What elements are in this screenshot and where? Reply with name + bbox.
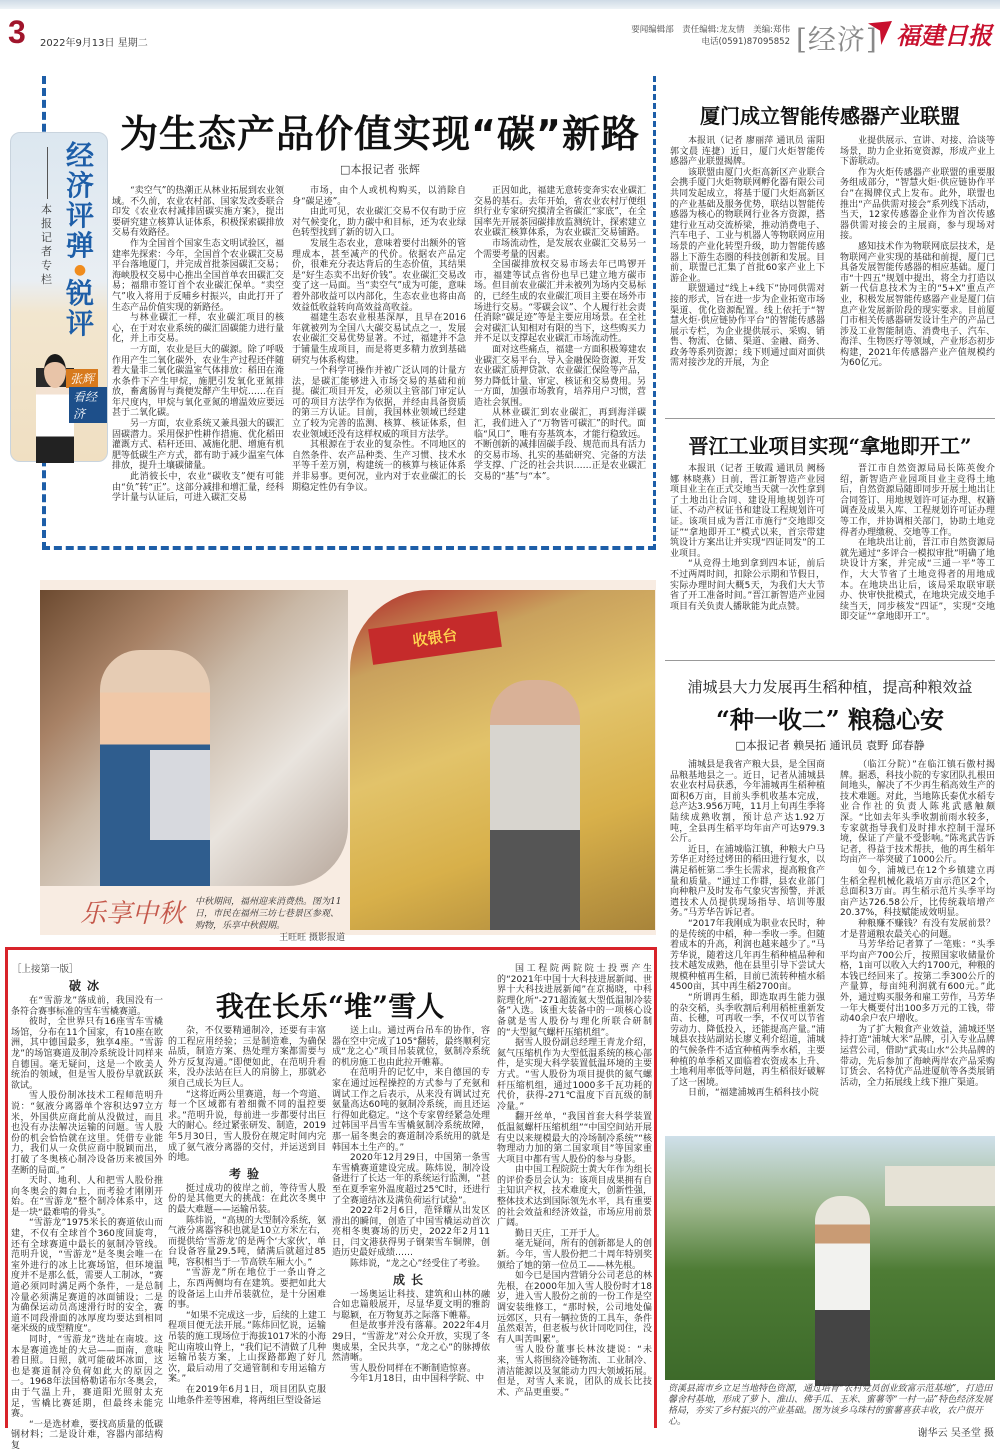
- paragraph: 日前，“福建浦城再生稻科技小院: [688, 1088, 819, 1099]
- paragraph: 市场流动性，是发展农业碳汇交易另一个需要考量的因素。: [474, 238, 646, 260]
- article-column: [840, 136, 995, 412]
- paragraph: “一是选材难，要找高质量的低碳钢材料；二是设计难，容器内部结构复: [11, 1419, 163, 1451]
- paragraph: 在范明升的记忆中，来自德国的专家在通过远程操控的方式参与了充氨和调试工作之后表示，从来没有调试过充氨量高达60吨的氨制冷系统，而且还运行得如此稳定。“这个专家曾经紧急处理过韩国平昌雪车雪橇氨制冷系统故障，那一届冬奥会的赛道制冷系统用的就是韩国本土生产的。”: [332, 1068, 490, 1153]
- paragraph: 作为全国首个国家生态文明试验区，福建率先探索：今年，全国首个农业碳汇交易平台落地厦门，并完成首批茶园碳汇交易；海峡股权交易中心推出全国首单农田碳汇交易；福鼎市签订首个农业碳汇保单。“卖空气”收入将用于反哺乡村振兴，由此打开了生态产品价值实现的新路径。: [112, 238, 284, 313]
- paragraph: 业提供展示、宣讲、对接、洽谈等场景，助力企业拓宽资源，形成产业上下游联动。: [840, 136, 995, 168]
- paragraphs: [332, 1026, 490, 1270]
- paragraph: 雪人股份董事长林汝捷说：“未来，雪人将围绕冷链物流、工业制冷、清洁能源以及氢能动力四大领域拓展。但是，对雪人来说，团队的成长比技术、产品更重要。”: [497, 1345, 652, 1398]
- paragraph: “卖空气”的热潮正从林业拓展到农业领域。不久前，农业农村部、国家发改委联合印发《农业农村减排固碳实施方案》，提出要研究建立核算认证体系，积极探索碳排放交易有效路径。: [112, 186, 284, 239]
- banner-title: [63, 141, 97, 339]
- phone-line: 电话(0591)87095852: [701, 37, 790, 47]
- paragraph: 陈炜说，“龙之心”经受住了考验。: [350, 1259, 486, 1270]
- paragraph: 一场奥运让科技、建筑和山林的融合如忠篇般展开，尽显华夏文明的雅韵与聪颖，在万物复苏之际落下帷幕。: [332, 1289, 490, 1321]
- columnist-tag: 看经济: [69, 387, 107, 423]
- paragraph: 从林业碳汇到农业碳汇，再到海洋碳汇，我们进入了“万物皆可碳汇”的时代。面临“风口”，唯有夯基筑本，才能行稳致远。不断创新的减排固碳手段、规范而具有活力的交易市场、扎实的基础研究、完备的方法学支撑、广泛的社会共识……正是农业碳汇交易的“基”与“本”。: [474, 408, 646, 483]
- photo-credit: 谢华云 吴圣堂 摄: [917, 1428, 994, 1439]
- paragraph: 杂，不仅要精通制冷，还要有丰富的工程应用经验；三是制造难，为确保品质，制造方案、热处理方案都需要与外方反复沟通。”即便如此，在范明升看来，没办法站在巨人的肩膀上，那就必须自己成长为巨人。: [168, 1026, 326, 1089]
- banner-rule: [47, 147, 48, 199]
- paragraph: 挺过成功的彼岸之前，等待雪人股份的是其他更大的挑战：在此次冬奥中的最大难题——运输吊装。: [168, 1183, 326, 1215]
- paragraph: 由此可见，农业碳汇交易不仅有助于应对气候变化，助力碳中和目标，还为农业绿色转型找到了新的切入口。: [292, 207, 466, 239]
- feature-title: 乐享中秋: [80, 899, 185, 929]
- paragraph: 其根源在于农业的复杂性。不同地区的自然条件、农产品种类、生产习惯、技术水平等千差万别，构建统一的核算与核证体系并非易事。更何况，业内对于农业碳汇的长期稳定性仍有争议。: [292, 440, 466, 493]
- shopping-photo-2: [350, 590, 655, 930]
- subhead-kaoyan: 考验: [228, 1166, 265, 1181]
- article-column: [11, 976, 163, 1451]
- paragraph: （临江分院）”在临江镇石傲村揭牌。据悉，科技小院的专家团队扎根田间地头，解决了不少再生稻高效生产的技术难题。对此，当地陈氏泰优水稻专业合作社的负责人陈兆武感触颇深。“比如去年头季收割前雨水较多，专家就指导我们及时排水控制干湿环境，保证了产量不受影响。”陈兆武告诉记者，得益于技术帮扶，他的再生稻年均亩产一举突破了1000公斤。: [840, 760, 995, 866]
- page-number: 3: [8, 14, 26, 50]
- article-column: [332, 1026, 490, 1428]
- kicker-pucheng: 浦城县大力发展再生稻种植，提高种粮效益: [687, 678, 973, 696]
- paragraph: 种粮赚不赚钱？有没有发展前景？才是普通粮农最关心的问题。: [840, 918, 995, 940]
- column-banner: [10, 132, 108, 462]
- paragraph: “2017年我刚成为职业农民时，种的是传统的中稻，种一季收一季。但随着成本的升高，利润也越来越少了。”马芳华说，随着这几年再生稻种植品种和技术越发成熟，他在县里引导下尝试大规模种植再生稻，目前已流转种植水稻4500亩，其中再生稻2700亩。: [670, 918, 825, 993]
- paragraph: “雪游龙”1975米长的赛道依山而建，不仅有全球首个360度回旋弯，还有全球赛道中最长的氨制冷管线。范明升说，“雪游龙”是冬奥会唯一在室外进行的冰上比赛场馆，但环境温度并不是那么低，需要人工制冰，“赛道必须同时满足两个条件，一是总制冷量必须满足赛道的冰面铺设；二是为确保运动员高速滑行时的安全，赛道不同段滑面的冰厚度均要达到相同毫米级的成型精度”。: [11, 1218, 163, 1335]
- photo-credit: 王旺旺 摄影报道: [279, 933, 345, 943]
- paragraph: 此消彼长中，农业“碳收支”便有可能由“负”转“正”。这部分减排和增汇量，经科学计量与认证后，可进入碳汇交易: [112, 472, 284, 504]
- paragraph: 勤日天庄，工开于人。: [515, 1228, 606, 1239]
- article-column: [168, 1026, 326, 1428]
- divider: [665, 660, 995, 661]
- paragraph: “如果不完成这一步，后续的上建工程项目便无法开展。”陈炜回忆说，运输吊装的施工现场位于海拔1017米的小海陀山南坡山脊上，“我们记不清做了几种运输吊装方案，上山探路都跑了好几次，最后动用了交通管制和专用运输方案。”: [168, 1310, 326, 1385]
- paragraph: 雪人股份同样在不断制造惊喜。: [350, 1363, 477, 1374]
- banner-subtitle: 本报记者专栏: [41, 203, 52, 286]
- editors-line: 要闻编辑部 责任编辑:龙友情 美编:郑伟: [631, 25, 790, 35]
- paragraph: 彼时，全世界只有16座雪车雪橇场馆，分布在11个国家，有10座在欧洲，其中德国最多，独享4座。“雪游龙”的场馆赛道及制冷系统设计同样来自德国。毫无疑问，这是一个欧美人统治的领域，但是雪人股份早就跃跃欲试。: [11, 1017, 163, 1091]
- divider: [665, 418, 995, 419]
- shopper-figure: [490, 680, 580, 930]
- paragraph: 雪人股份制冰技术工程师范明升说：“氨液分离器单个容积达97立方米，外国供应商此前从没做过，而且也没有办法解决运输的问题。雪人股份的机会恰恰就在这里。凭借专业能力，我们从一众供应商中脱颖而出，打破了冬奥核心制冷设备历来被国外垄断的局面。”: [11, 1091, 163, 1176]
- paragraph: 据雪人股份副总经理王青龙介绍，氦气压缩机作为大型低温系统的核心部件，是实现大科学装置低温环境的主要方式。“雪人股份为项目提供的氦气螺杆压缩机组，通过1000多千瓦功耗的代价，获得-271℃温度下百瓦级的制冷量。”: [497, 1038, 652, 1112]
- paragraph: 同时，“雪游龙”选址在南坡。这本是赛道选址的大忌——面南，意味着日照。日照，就可能破坏冰面，这也是赛道制冷负荷如此大的原因之一。1968年法国格勒诺布尔冬奥会，由于气温上升，赛道阳光照射太充足，雪橇比赛延期，但最终未能完赛。: [11, 1335, 163, 1420]
- paragraph: 今年1月18日，由中国科学院、中: [350, 1374, 485, 1385]
- paragraphs: [168, 1026, 326, 1164]
- house-shape: [885, 1166, 995, 1206]
- paragraph: 国工程院两院院士投票产生的“2021年中国十大科技进展新闻、世界十大科技进展新闻”在京揭晓，中科院理化所“-271超流氦大型低温制冷装备”入选。该重大装备中的一项核心设备就是雪人股份与理化所联合研制的“大型氦气螺杆压缩机组”。: [497, 964, 652, 1038]
- paragraph: 一个科学可操作并被广泛认同的计量方法，是碳汇能够进入市场交易的基础和前提。碳汇项目开发，必须以主管部门审定认可的项目方法学作为依据，并经由具备资质的第三方认证。目前，我国林业领域已经建立了较为完善的监测、核算、核证体系，但农业领域还没有这样权威的项目方法学。: [292, 366, 466, 440]
- paragraph: 2022年2月6日，范铎耀从出发区滑出的瞬间，创造了中国雪橇运动首次亮相冬奥赛场的历史，2022年2月11日，闫文港获得男子钢架雪车铜牌，创造历史最好成绩……: [332, 1206, 490, 1259]
- newspaper-logo: [868, 16, 993, 50]
- paragraph: 由中国工程院院士黄大年作为组长的评价委员会认为：该项目成果拥有自主知识产权，技术难度大，创新性强，整体技术达到国际领先水平，具有重要的社会效益和经济效益，市场应用前景广阔。: [497, 1165, 652, 1229]
- top-band: [0, 0, 1000, 9]
- article-column: [497, 964, 652, 1428]
- paragraph: 全国碳排放权交易市场去年已鸣锣开市，福建等试点省份也早已建立地方碳市场。但目前农业碳汇并未被列为场内交易标的，已经生成的农业碳汇项目主要在场外市场进行交易。“零碳会议”、个人履行社会责任消除“碳足迹”等是主要应用场景。在全社会对碳汇认知相对有限的当下，这些购买力并不足以支撑起农业碳汇市场流动性。: [474, 260, 646, 345]
- paragraph: 另一方面，农业系统又兼具强大的碳汇固碳潜力。采用保护性耕作措施、优化稻田灌溉方式、秸秆还田、减施化肥、增施有机肥等低碳生产方式，都有助于减少温室气体排放，提升土壤碳储量。: [112, 419, 284, 472]
- paragraph: 翻开丝单，“我国首套大科学装置低温氦螺杆压缩机组”“中国空间站开展有史以来规模最大的冷场制冷系统”“核物理动力加的第二国家项目”等国家重大项目中都有雪人股份的参与身影。: [497, 1112, 652, 1165]
- paragraph: 本报讯（记者 廖丽萍 通讯员 雷阳 郭文晨 连捷）近日，厦门火炬智能传感器产业联盟揭牌。: [670, 136, 825, 168]
- subhead-chengzhang: 成长: [392, 1272, 429, 1287]
- paragraph: 2020年12月29日，中国第一条雪车雪橇赛道建设完成。陈炜说，制冷设备进行了长达一年的系统运行监测，“甚至在夏季室外温度超过25℃时，还进行了全赛道结冰及满负荷运行试验”。: [332, 1153, 490, 1206]
- issue-date: 2022年9月13日 星期二: [40, 38, 148, 49]
- paragraph: 福建生态农业根基深厚，且早在2016年就被列为全国八大碳交易试点之一，发展农业碳汇交易优势显著。不过，福建并不急于铺量生成项目，而是将更多精力放到基础研究与体系构建。: [292, 313, 466, 366]
- paragraph: 为了扩大粮食产业效益，浦城还坚持打造“浦城大米”品牌，引入专业品牌运营公司，借助“武夷山水”公共品牌的带动，先后参加了海峡两岸农产品采购订货会、名特优产品进厦航等各类展销活动，全力拓展线上线下推广渠道。: [840, 1024, 995, 1088]
- paragraph: 在2019年6月1日，项目团队克服山地条件差等困难，将两组巨型设备运: [168, 1385, 326, 1406]
- paragraph: 本报讯（记者 王敏霞 通讯员 阙杨娜 林晓燕）日前，晋江新智造产业园项目业主在正式交地当天就一次性拿到了土地出让合同、建设用地规划许可证、不动产权证书和建设工程规划许可证。该项目成为晋江市施行“交地即交证”“拿地即开工”模式以来，首宗带建筑设计方案出让并实现“四证同发”的工业项目。: [670, 464, 825, 559]
- paragraph: 感知技术作为物联网底层技术，是物联网产业实现的基础和前提，厦门已具备发展智能传感器的相应基础。厦门市“十四五”规划中提出，将全力打造以新一代信息技术为主的“5+X”重点产业，积极发展智能传感器产业是厦门信息产业发展新阶段的现实要求。目前厦门市相关传感器研发设计生产的产品已涉及工业智能制造、消费电子、汽车、海洋、生物医疗等领域，产业形态初步构建，2021年传感器产业产值规模约为60亿元。: [840, 241, 995, 369]
- paragraph: 正因如此，福建无意转变奔实农业碳汇交易的基石。去年开始，省农业农村厅便组织行业专家研究摸清全省碳汇“家底”，在全国率先开展茶园碳排放监测统计，探索建立农业碳汇核算体系，为农业碳汇交易铺路。: [474, 186, 646, 239]
- shop-sign: 收银台: [368, 611, 502, 665]
- paragraph: 一方面，农业是巨大的碳源。除了呼吸作用产生二氧化碳外，农业生产过程还伴随着大量非二氧化碳温室气体排放：稻田在淹水条件下产生甲烷，施肥引发氧化亚氮排放，畜禽肠胃与粪便发酵产生甲烷……在百年尺度内，甲烷与氧化亚氮的增温效应要远甚于二氧化碳。: [112, 344, 284, 419]
- paragraph: 毫无疑问，所有的创新都是人的创新。今年，雪人股份把二十周年特别奖颁给了她的第一位员工——林先根。: [497, 1239, 652, 1271]
- paragraphs: [168, 1184, 326, 1406]
- article-column: [670, 464, 825, 654]
- headline-pucheng: “种一收二” 粮稳心安: [716, 705, 944, 734]
- paragraph: 天时、地利、人和把雪人股份推向冬奥会的舞台上，而考验才刚刚开始。在“雪游龙”整个制冷体系中，这是一块“最难啃的骨头”。: [11, 1176, 163, 1218]
- harvest-photo: [665, 1136, 995, 1380]
- article-column: [474, 186, 646, 544]
- banner-dot: ●: [73, 262, 87, 278]
- paragraph: “这将近两公里赛道，每一个弯道、每一个区域都有着细微不同的温控要求。”范明升说，每前进一步都要付出巨大的耐心。经过紧张研发、制造，2019年5月30日，雪人股份在规定时间内完成了氨气液分离器的交付，并运送到目的地。: [168, 1089, 326, 1164]
- caption-text: 资溪县嵩市乡立足当地特色资源，通过培育“农村党员创业致富示范基地”，打造田馨舍村基地，形成了萝卜、淮山、佛手瓜、玉米、蜜薯等“一村一品”特色经济发展格局，夯实了乡村振兴的产业基础。图为该乡乌珠村的蜜薯喜获丰收，农户很开心。: [668, 1384, 993, 1427]
- byline: □本报记者 赖昊拓 通讯员 袁野 邱春静: [735, 739, 925, 752]
- paragraph: “所谓再生稻，即选取再生能力强的杂交稻，头季收割后利用稻桩重新发苗、长穗，可再收一季，不仅可以节省劳动力、降低投入，还能提高产量。”浦城县农技站副站长廖义利介绍道，浦城的气候条件不适宜种植两季水稻，主要种植的单季稻又面临着农资成本上升、土地利用率低等问题，再生稻很好破解了这一困境。: [670, 993, 825, 1088]
- banner-title-top: 经济评弹: [65, 139, 94, 262]
- banner-title-bottom: 锐评: [65, 277, 94, 340]
- paragraph: 与林业碳汇一样，农业碳汇项目的核心，在于对农业系统的碳汇固碳能力进行量化，并上市交易。: [112, 313, 284, 345]
- headline-carbon: 为生态产品价值实现“碳”新路: [120, 112, 640, 156]
- paragraph: 送上山。通过两台吊车的协作，容器在空中完成了105°翻转，最终顺利完成“龙之心”项目吊装就位，氨制冷系统的机房施工也由此拉开帷幕。: [332, 1026, 490, 1068]
- paragraphs: [11, 996, 163, 1452]
- headline-xiamen: 厦门成立智能传感器产业联盟: [700, 104, 960, 128]
- paragraph: 如今已是国内营销分公司老总的林先根，在2000年加入雪人股份时才18岁，进入雪人股份之前的一份工作是空调安装维修工，“那时候，公司地处偏远郊区，只有一辆拉货的工具车，条件虽然艰苦，但老板与伙计同吃同住，没有人叫苦叫累”。: [497, 1271, 652, 1345]
- paragraph: 在地块出让前，晋江市自然资源局就先通过“多评合一模拟审批”明确了地块设计方案，并完成“三通一平”等工作，大大节省了土地竞得者的用地成本。在地块出让后，该局采取联审联办、快审快批模式，在地块完成交地手续当天，同步核发“四证”，实现“交地即交证”“拿地即开工”。: [840, 538, 995, 623]
- photo-caption: [668, 1384, 994, 1439]
- paragraph: 面对这些痛点，福建一方面积极筹建农业碳汇交易平台，导入金融保险资源，开发农业碳汇质押贷款、农业碳汇保险等产品，努力降低计量、审定、核证和交易费用。另一方面，加强市场教育，培养用户习惯，营造社会氛围。: [474, 344, 646, 408]
- section-label: [经济]: [796, 23, 878, 56]
- paragraph: 浦城县是我省产粮大县，是全国商品粮基地县之一。近日，记者从浦城县农业农村局获悉，今年浦城再生稻种植面积6万亩，目前头季机收基本完成，总产达3.956万吨，11月上旬再生季将陆续成熟收割，预计总产达1.92万吨，全县再生稻平均年亩产可达979.3公斤。: [670, 760, 825, 845]
- shopping-bag: [150, 750, 210, 840]
- headline-jinjiang: 晋江工业项目实现“拿地即开工”: [688, 434, 972, 458]
- article-column: [840, 464, 995, 654]
- headline-snowman: 我在长乐“堆”雪人: [215, 990, 445, 1023]
- paragraph: “雪游龙”所在地位于一条山脊之上，东西两侧均有在建筑。要把如此大的设备运上山并吊装就位，是十分困难的事。: [168, 1268, 326, 1311]
- paragraph: 近日，在浦城临江镇，种粮大户马芳华正对经过烤田的稻田进行复水，以满足稻桩第二季生长需求，提高粮食产量和质量。“通过工作群，县农业部门向种粮户及时发布气象灾害预警，并派遣技术人员提供现场指导、培训等服务。”马芳华告诉记者。: [670, 844, 825, 919]
- caption-text: 中秋期间，福州迎来消费热。图为11日，市民在福州三坊七巷景区参观、购物，乐享中秋假期。: [195, 897, 342, 931]
- paragraph: 陈炜说，“高规的大型制冷系统，氨气液分离器容积也就是10立方米左右，而提供给‘雪游龙’的是两个‘大家伙’，单台设备容量29.5吨，储满后就超过85吨，容积相当于一节高铁车厢大小。”: [168, 1215, 326, 1268]
- logo-mark-icon: [868, 21, 892, 45]
- columnist-name: 张辉: [66, 369, 98, 388]
- feature-caption: [195, 896, 345, 944]
- article-column: [670, 760, 825, 1132]
- paragraph: 在“雪游龙”落成前，我国没有一条符合赛事标准的雪车雪橇赛道。: [11, 996, 163, 1017]
- article-column: [292, 186, 466, 544]
- farmer-figure: [815, 1196, 870, 1386]
- paragraph: 马芳华给记者算了一笔账：“头季平均亩产700公斤，按照国家收储量价格，1亩可以收入大约1700元，种粮的本钱已经回来了。按第二季300公斤的产量算，每亩纯利润就有600元。”此外，通过购买服务和雇工劳作，马芳华一年大概要付出100多万元的工钱，带动40余户农户增收。: [840, 940, 995, 1025]
- subhead-pobing: 破冰: [68, 979, 105, 993]
- paragraph: 发展生态农业，意味着要付出额外的管理成本，甚至减产的代价。依据农产品定价，很难充分表达背后的生态价值，其结果是“好生态卖不出好价钱”。农业碳汇交易改变了这一局面。当“卖空气”成为可能，意味着外部收益可以内部化，生态农业也将由高效益低收益转向高效益高收益。: [292, 238, 466, 313]
- byline: □本报记者 张辉: [340, 163, 420, 176]
- shopping-photo-1: [40, 590, 348, 886]
- logo-text: 福建日报: [896, 20, 992, 50]
- paragraph: 市场，由个人或机构购买，以消除自身“碳足迹”。: [292, 186, 466, 207]
- paragraph: 晋江市自然资源局局长陈英俊介绍，新智造产业园项目业主竞得土地后，自然资源局随即同步开展土地出让合同签订、用地规划许可证办理、权籍调查及成果入库、工程规划许可证办理等工作，并协调相关部门，协助土地竞得者办理缴税、交地等工作。: [840, 464, 995, 538]
- paragraph: 如今，浦城已在12个乡镇建立再生稻全程机械化栽培万亩示范区2个，总面积3万亩。再生稻示范片头季平均亩产达726.58公斤，比传统栽培增产20.37%，科技赋能成效明显。: [840, 865, 995, 919]
- continued-from-label: ［上接第一版］: [12, 964, 79, 975]
- paragraph: 联盟通过“线上+线下”协同供需对接的形式，旨在进一步为企业拓宽市场渠道、优化资源配置。线上依托于“智慧火炬·供应链协作平台”的智能传感器展示专栏，为企业提供展示、采购、销售、物流、仓储、渠道、金融、商务、政务等系列资源；线下则通过面对面供需对接沙龙的开展，为企: [670, 284, 825, 369]
- article-column: [112, 186, 284, 544]
- article-column: [670, 136, 825, 412]
- paragraph: 作为火炬传感器产业联盟的重要服务组成部分，“智慧火炬·供应链协作平台”在揭牌仪式上发布。此外，联盟也推出“产品供需对接会”系列线下活动，当天，12家传感器企业作为首次传感器供需对接会的主展商，参与现场对接。: [840, 167, 995, 242]
- paragraphs: [332, 1290, 490, 1385]
- paragraph: 该联盟由厦门火炬高新区产业联合会携手厦门火炬物联网孵化器有限公司共同发起成立，将基于厦门火炬高新区的产业基础及服务优势，联结以智能传感器为核心的物联网行业各方资源，搭建行业互动交流桥梁，推动消费电子、汽车电子、工业与机器人等物联网应用场景的产业化转型升级，助力智能传感器上下游生态圈的科技创新和发展。目前，联盟已汇集了首批60家产业上下游企业。: [670, 167, 825, 284]
- article-column: [840, 760, 995, 1132]
- editors-credit: [620, 24, 790, 48]
- paragraph: 但是故事并没有落幕。2022年4月29日，“雪游龙”对公众开放，实现了冬奥成果，全民共享，“龙之心”的脉搏依然清晰。: [332, 1321, 490, 1364]
- paragraph: “从竞得土地到拿到四本证，前后不过两周时间，扣除公示期和节假日，实际办理时间大概5天，为我们大大节省了开工准备时间。”晋江新智造产业园项目有关负责人播耿能为此点赞。: [670, 559, 825, 612]
